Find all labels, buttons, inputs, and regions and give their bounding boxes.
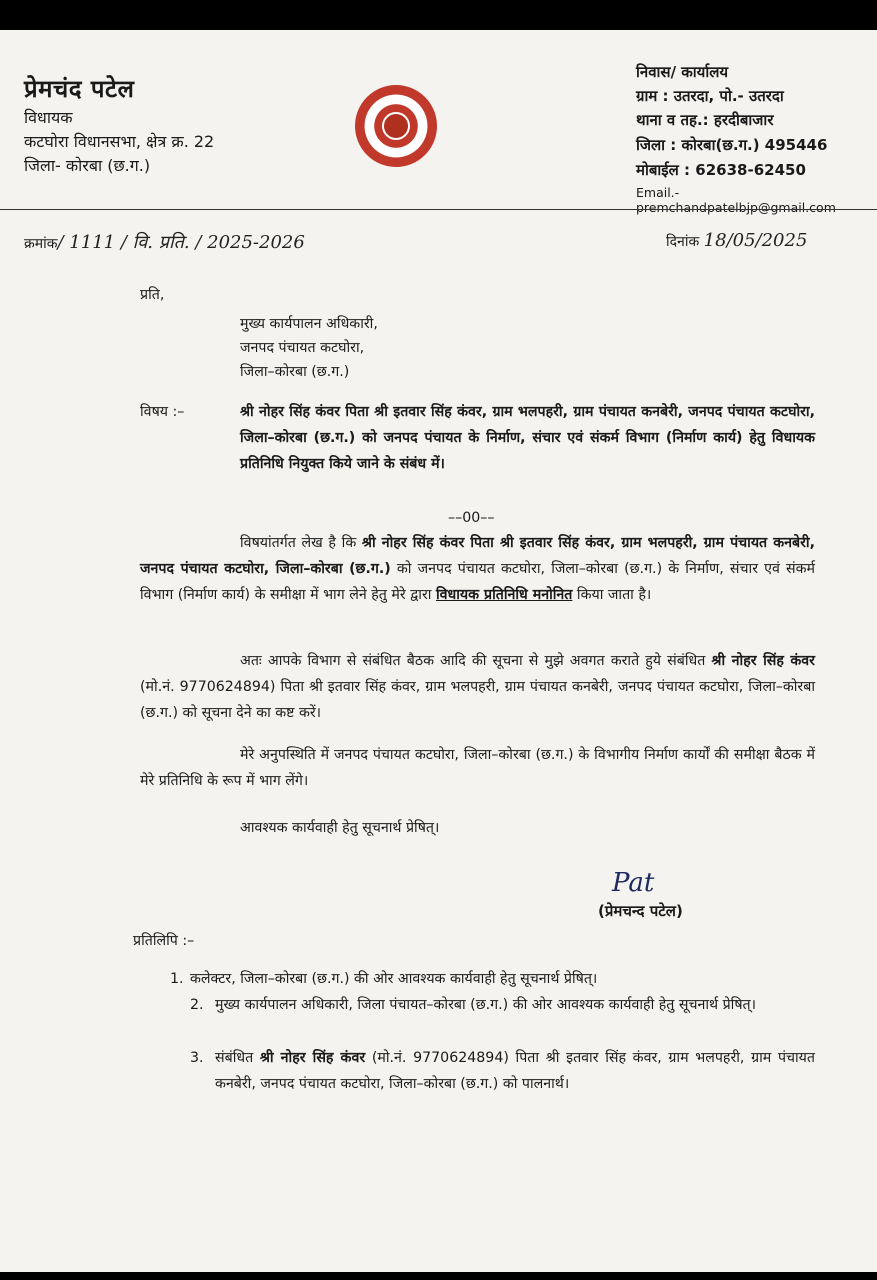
closing-line: आवश्यक कार्यवाही हेतु सूचनार्थ प्रेषित्। xyxy=(240,820,440,836)
date-line xyxy=(666,230,807,251)
reference-label: क्रमांक xyxy=(24,236,58,252)
address-email: Email.-premchandpatelbjp@gmail.com xyxy=(636,185,836,215)
separator-mark: ––00–– xyxy=(448,510,495,526)
subject-text: श्री नोहर सिंह कंवर पिता श्री इतवार सिंह कंवर, ग्राम भलपहरी, ग्राम पंचायत कनबेरी, जनपद पंचायत कटघोरा, जिला–कोरबा (छ.ग.) को जनपद पंचायत के निर्माण, संचार एवं संकर्म विभाग (निर्माण कार्य) हेतु विधायक प्रतिनिधि नियुक्त किये जाने के संबंध में। xyxy=(240,404,815,472)
sender-district: जिला- कोरबा (छ.ग.) xyxy=(24,156,151,175)
date-value: 18/05/2025 xyxy=(703,230,808,251)
paragraph-2: अतः आपके विभाग से संबंधित बैठक आदि की सूचना से मुझे अवगत कराते हुये संबंधित श्री नोहर सिंह कंवर (मो.नं. 9770624894) पिता श्री इतवार सिंह कंवर, ग्राम भलपहरी, ग्राम पंचायत कनबेरी, जनपद पंचायत कटघोरा, जिला–कोरबा (छ.ग.) को सूचना देने का कष्ट करें। xyxy=(140,653,815,721)
seal-center-icon xyxy=(382,112,410,140)
address-thana: थाना व तह.: हरदीबाजार xyxy=(636,111,774,129)
assembly-seal-emblem xyxy=(355,85,437,167)
address-mobile: मोबाईल : 62638-62450 xyxy=(636,161,806,179)
address-village: ग्राम : उतरदा, पो.- उतरदा xyxy=(636,87,784,105)
copy-item-3: 3. संबंधित श्री नोहर सिंह कंवर (मो.नं. 9770624894) पिता श्री इतवार सिंह कंवर, ग्राम भलपहरी, ग्राम पंचायत कनबेरी, जनपद पंचायत कटघोरा, जिला–कोरबा (छ.ग.) को पालनार्थ। xyxy=(190,1050,815,1092)
paragraph-1: विषयांतर्गत लेख है कि श्री नोहर सिंह कंवर पिता श्री इतवार सिंह कंवर, ग्राम भलपहरी, ग्राम पंचायत कनबेरी, जनपद पंचायत कटघोरा, जिला–कोरबा (छ.ग.) को जनपद पंचायत कटघोरा, जिला–कोरबा (छ.ग.) के निर्माण, संचार एवं संकर्म विभाग (निर्माण कार्य) के समीक्षा में भाग लेने हेतु मेरे द्वारा विधायक प्रतिनिधि मनोनित किया जाता है। xyxy=(140,535,815,603)
address-district: जिला : कोरबा(छ.ग.) 495446 xyxy=(636,136,828,154)
addressee-line-3: जिला–कोरबा (छ.ग.) xyxy=(240,364,350,380)
header-divider xyxy=(0,209,877,210)
date-label: दिनांक xyxy=(666,234,704,250)
paragraph-3: मेरे अनुपस्थिति में जनपद पंचायत कटघोरा, जिला–कोरबा (छ.ग.) के विभागीय निर्माण कार्यों की समीक्षा बैठक में मेरे प्रतिनिधि के रूप में भाग लेंगे। xyxy=(140,747,815,789)
subject-label: विषय :– xyxy=(140,404,185,420)
sender-name: प्रेमचंद पटेल xyxy=(24,75,135,103)
sender-designation: विधायक xyxy=(24,108,73,127)
copy-item-2: 2. मुख्य कार्यपालन अधिकारी, जिला पंचायत–कोरबा (छ.ग.) की ओर आवश्यक कार्यवाही हेतु सूचनार्थ प्रेषित्। xyxy=(190,997,757,1013)
reference-line xyxy=(24,230,305,254)
copy-label: प्रतिलिपि :– xyxy=(133,933,195,949)
signature-mark: Pat xyxy=(612,868,655,898)
addressee-line-1: मुख्य कार्यपालन अधिकारी, xyxy=(240,316,378,332)
copy-item-1: 1. कलेक्टर, जिला–कोरबा (छ.ग.) की ओर आवश्यक कार्यवाही हेतु सूचनार्थ प्रेषित्। xyxy=(170,971,598,987)
letter-page xyxy=(0,30,877,1272)
reference-number: / 1111 / वि. प्रति. / 2025-2026 xyxy=(57,232,305,253)
prati-label: प्रति, xyxy=(140,287,165,303)
office-label: निवास/ कार्यालय xyxy=(636,63,729,81)
sender-constituency: कटघोरा विधानसभा, क्षेत्र क्र. 22 xyxy=(24,132,215,151)
addressee-line-2: जनपद पंचायत कटघोरा, xyxy=(240,340,365,356)
signatory-name: (प्रेमचन्द पटेल) xyxy=(598,902,683,920)
